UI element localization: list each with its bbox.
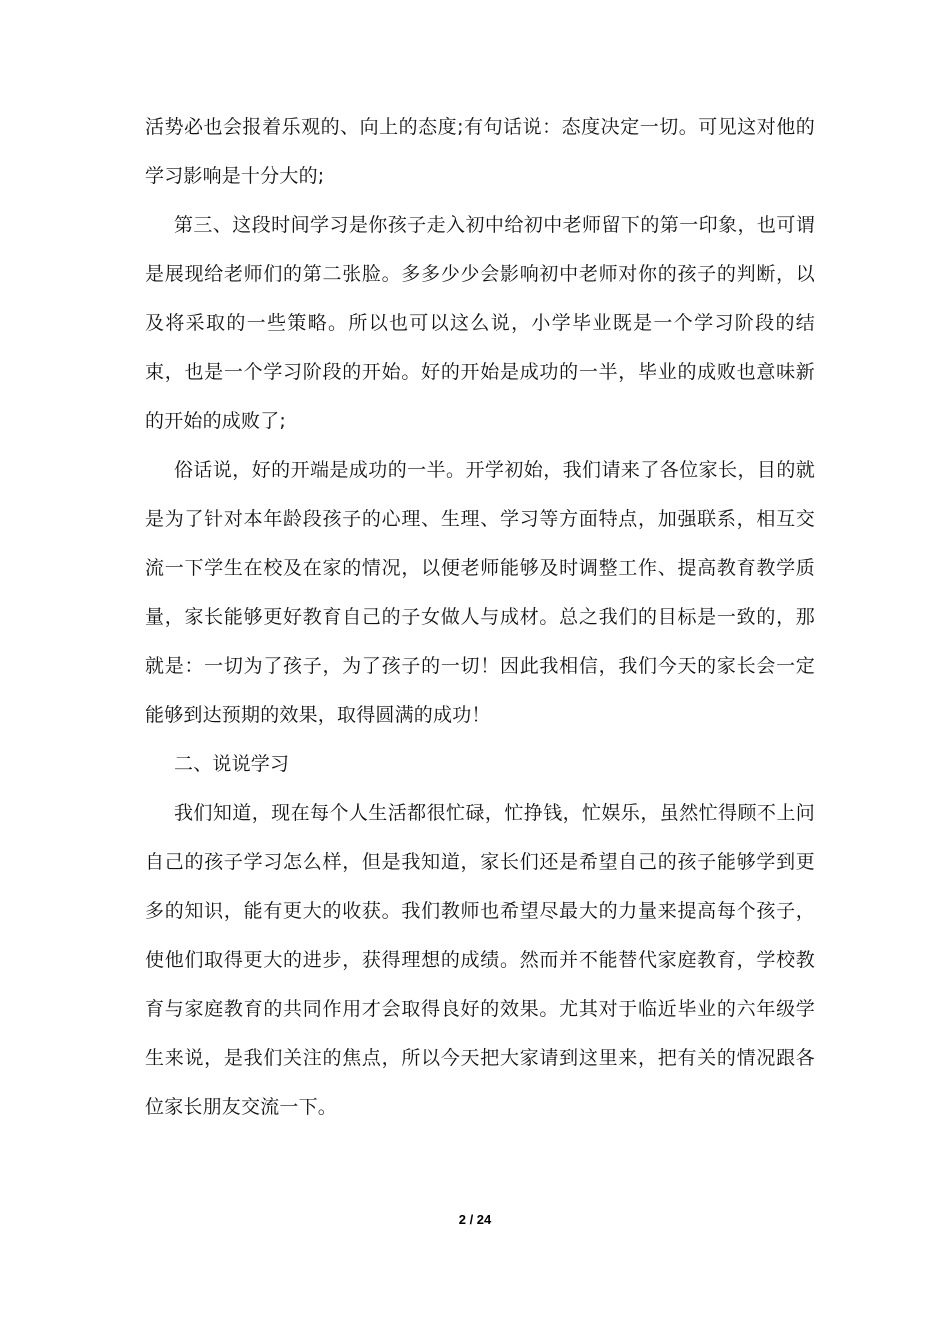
paragraph-third-point: 第三、这段时间学习是你孩子走入初中给初中老师留下的第一印象，也可谓是展现给老师们的第二张脸。多多少少会影响初中老师对你的孩子的判断，以及将采取的一些策略。所以也可以这么说，小学毕业既是一个学习阶段的结束，也是一个学习阶段的开始。好的开始是成功的一半，毕业的成败也意味新的开始的成败了; (145, 214, 815, 432)
paragraph-continuation: 活势必也会报着乐观的、向上的态度;有句话说：态度决定一切。可见这对他的学习影响是十分大的; (145, 116, 815, 187)
paragraph-learning: 我们知道，现在每个人生活都很忙碌，忙挣钱，忙娱乐，虽然忙得顾不上问自己的孩子学习怎么样，但是我知道，家长们还是希望自己的孩子能够学到更多的知识，能有更大的收获。我们教师也希望尽最大的力量来提高每个孩子，使他们取得更大的进步，获得理想的成绩。然而并不能替代家庭教育，学校教育与家庭教育的共同作用才会取得良好的效果。尤其对于临近毕业的六年级学生来说，是我们关注的焦点，所以今天把大家请到这里来，把有关的情况跟各位家长朋友交流一下。 (145, 802, 815, 1118)
paragraph-proverb: 俗话说，好的开端是成功的一半。开学初始，我们请来了各位家长，目的就是为了针对本年龄段孩子的心理、生理、学习等方面特点，加强联系，相互交流一下学生在校及在家的情况，以便老师能够及时调整工作、提高教育教学质量，家长能够更好教育自己的子女做人与成材。总之我们的目标是一致的，那就是：一切为了孩子，为了孩子的一切！因此我相信，我们今天的家长会一定能够到达预期的效果，取得圆满的成功！ (145, 459, 815, 726)
page-number: 2 / 24 (458, 1212, 492, 1227)
document-body (145, 103, 815, 1132)
section-heading-learning: 二、说说学习 (174, 753, 290, 775)
